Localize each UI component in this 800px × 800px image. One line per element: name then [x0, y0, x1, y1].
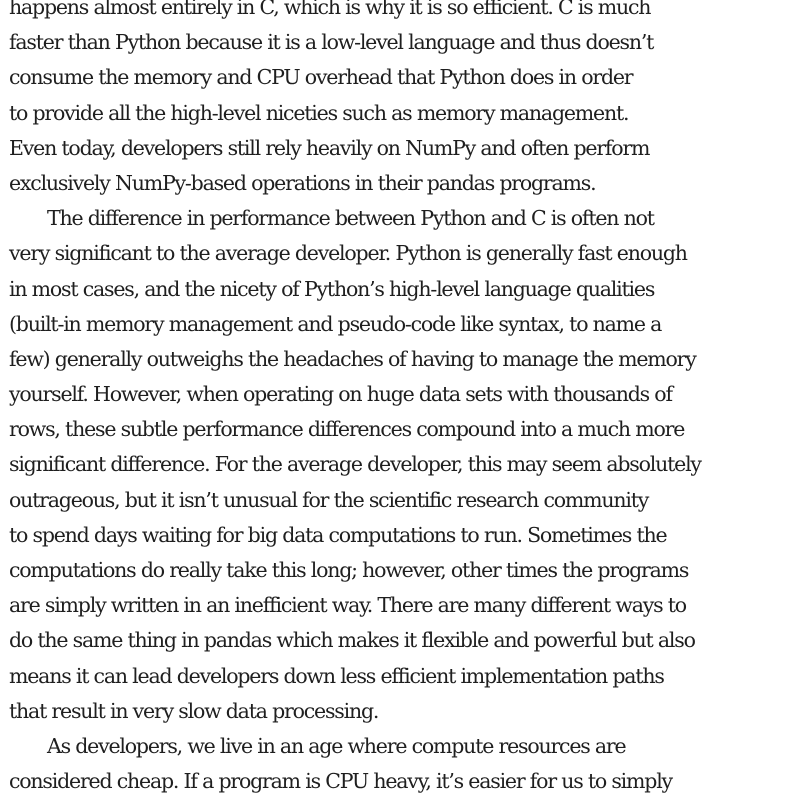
text-line: few) generally outweighs the headaches of having to manage the memory — [9, 346, 696, 371]
text-line: do the same thing in pandas which makes it flexible and powerful but also — [9, 628, 695, 653]
text-line: computations do really take this long; however, other times the programs — [9, 558, 689, 582]
text-line: very significant to the average developer. Python is generally fast enough — [9, 241, 687, 266]
paragraph — [9, 0, 799, 201]
text-line: rows, these subtle performance differences compound into a much more — [9, 417, 685, 442]
text-line: means it can lead developers down less efficient implementation paths — [9, 663, 664, 688]
text-line: to provide all the high-level niceties such as memory management. — [9, 100, 629, 125]
text-line: exclusively NumPy-based operations in their pandas programs. — [9, 170, 596, 195]
text-line: The difference in performance between Python and C is often not — [47, 206, 654, 231]
text-line: are simply written in an inefficient way. There are many different ways to — [9, 593, 686, 618]
text-line: Even today, developers still rely heavily on NumPy and often perform — [9, 135, 650, 160]
text-line: considered cheap. If a program is CPU heavy, it’s easier for us to simply — [9, 769, 672, 794]
text-line: that result in very slow data processing. — [9, 698, 379, 723]
text-line: consume the memory and CPU overhead that Python does in order — [9, 65, 633, 90]
body-text — [9, 0, 799, 799]
text-line: As developers, we live in an age where compute resources are — [47, 733, 626, 758]
paragraph — [9, 729, 799, 799]
text-line: (built-in memory management and pseudo-code like syntax, to name a — [9, 311, 662, 336]
text-line: yourself. However, when operating on huge data sets with thousands of — [9, 382, 672, 407]
text-line: happens almost entirely in C, which is why it is so efficient. C is much — [9, 0, 651, 19]
text-line: to spend days waiting for big data computations to run. Sometimes the — [9, 522, 667, 547]
text-line: significant difference. For the average developer, this may seem absolutely — [9, 452, 701, 477]
paragraph — [9, 201, 799, 729]
text-line: faster than Python because it is a low-level language and thus doesn’t — [9, 30, 654, 55]
text-line: outrageous, but it isn’t unusual for the scientific research community — [9, 487, 649, 512]
text-line: in most cases, and the nicety of Python’s high-level language qualities — [9, 276, 655, 301]
